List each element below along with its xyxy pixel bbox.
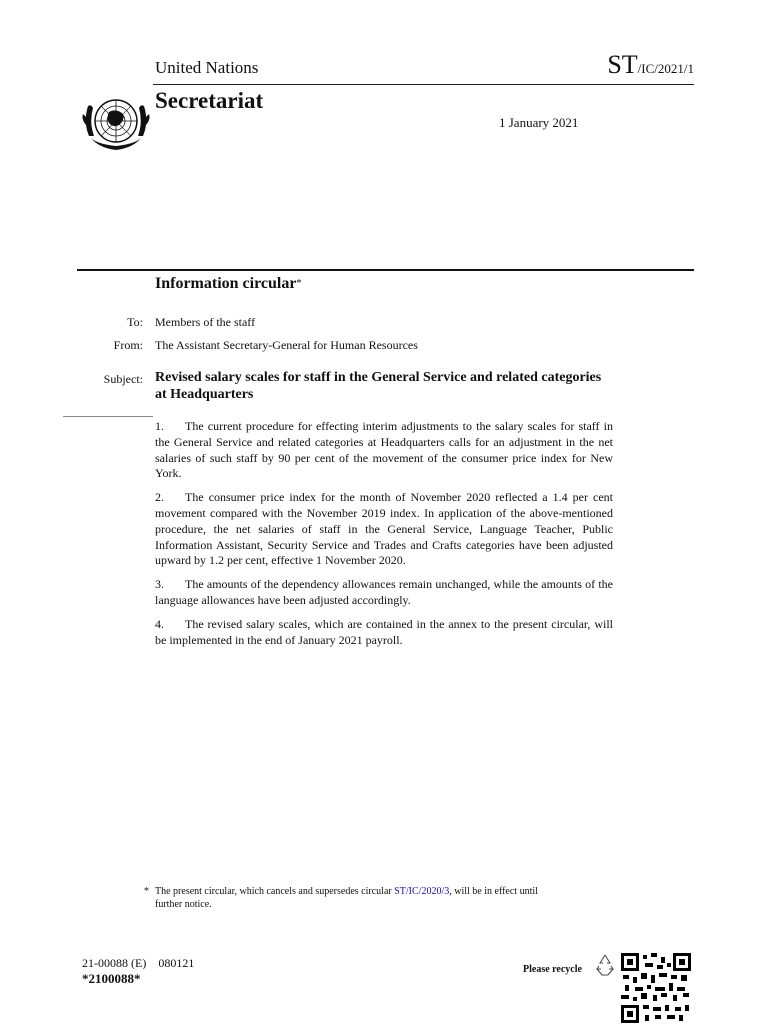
paragraph — [155, 419, 613, 482]
un-emblem-icon — [79, 90, 153, 156]
paragraph — [155, 577, 613, 609]
paragraph-number: 1. — [155, 419, 164, 433]
header-divider — [153, 84, 694, 85]
barcode-text: *2100088* — [82, 971, 141, 986]
document-symbol — [607, 50, 694, 80]
paragraph-text: The revised salary scales, which are contained in the annex to the present circular, will be implemented in the end of January 2021 payroll. — [155, 616, 613, 647]
footnote-line-2: further notice. — [155, 899, 212, 910]
from-value: The Assistant Secretary-General for Human Resources — [155, 338, 418, 352]
from-label: From: — [113, 338, 143, 352]
paragraph — [155, 617, 613, 649]
symbol-number: /IC/2021/1 — [637, 61, 694, 76]
circular-title — [155, 275, 301, 293]
symbol-prefix: ST — [607, 50, 638, 79]
body-text — [155, 419, 613, 656]
footnote-text-tail: , will be in effect until — [449, 886, 538, 897]
subject-label: Subject: — [103, 372, 143, 386]
footnote-text: The present circular, which cancels and supersedes circular — [155, 886, 395, 897]
organization-name: United Nations — [155, 58, 259, 77]
section-divider — [63, 416, 153, 417]
qr-code-icon — [621, 953, 691, 1023]
paragraph — [155, 490, 613, 569]
paragraph-text: The current procedure for effecting interim adjustments to the salary scales for staff in the General Service and related categories at Headquarters calls for an adjustment in the net salaries of such staff by 90 per cent of the movement of the consumer price index for New York. — [155, 419, 613, 481]
title-divider — [77, 269, 694, 271]
paragraph-number: 3. — [155, 577, 164, 592]
paragraph-number: 4. — [155, 616, 164, 631]
subject-value: Revised salary scales for staff in the General Service and related categories at Headquarters — [155, 370, 602, 402]
paragraph-number: 2. — [155, 490, 164, 505]
job-number: 21-00088 (E) 080121 — [82, 956, 195, 970]
to-value: Members of the staff — [155, 315, 256, 329]
document-date: 1 January 2021 — [499, 115, 579, 130]
paragraph-text: The consumer price index for the month of November 2020 reflected a 1.4 per cent movement compared with the November 2019 index. In application of the above-mentioned procedure, the net salaries of staff in the General Service, Language Teacher, Public Information Assistant, Security Service and Trades and Crafts categories have been adjusted upward by 1.2 per cent, effective 1 November 2020. — [155, 490, 613, 568]
to-label: To: — [127, 315, 143, 329]
circular-reference-link[interactable]: ST/IC/2020/3 — [394, 886, 450, 897]
footnote-mark: * — [144, 886, 149, 897]
circular-title-text: Information circular — [155, 275, 297, 292]
paragraph-text: The amounts of the dependency allowances remain unchanged, while the amounts of the language allowances have been adjusted accordingly. — [155, 577, 613, 607]
recycle-icon — [594, 953, 616, 977]
recycle-label: Please recycle — [523, 964, 582, 975]
footnote-marker: * — [296, 278, 302, 289]
secretariat-title: Secretariat — [155, 88, 264, 113]
footnote — [144, 885, 614, 911]
